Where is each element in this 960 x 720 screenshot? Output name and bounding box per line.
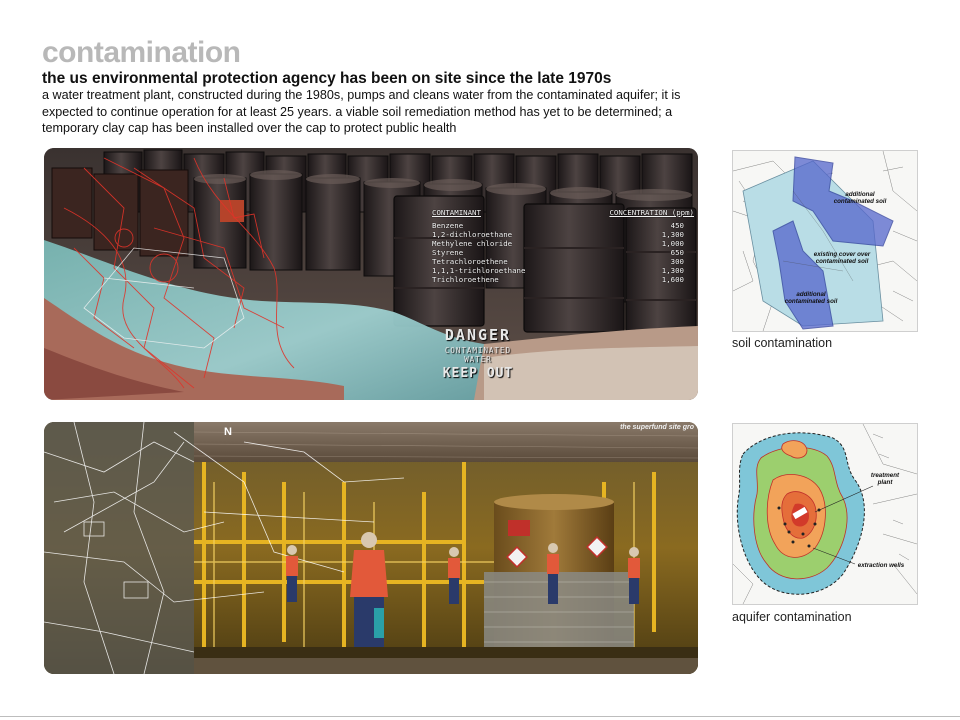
soil-contamination-map — [732, 150, 918, 332]
sign-contaminated: CONTAMINATED — [444, 346, 512, 355]
aquifer-map-illustration — [733, 424, 917, 604]
aquifer-map-caption: aquifer contamination — [732, 610, 852, 624]
contaminant-value: 300 — [670, 257, 684, 266]
north-arrow-icon: N — [224, 426, 232, 438]
treatment-plant-illustration — [44, 422, 698, 674]
contaminant-name: Tetrachloroethene — [432, 257, 508, 266]
page-title: contamination — [42, 36, 241, 69]
soil-label-top: additional contaminated soil — [833, 191, 887, 205]
contaminant-name: Trichloroethene — [432, 275, 499, 284]
barrels-photo — [44, 148, 698, 400]
aquifer-label-plant: treatment plant — [870, 472, 900, 486]
contaminant-name: Styrene — [432, 248, 464, 257]
sign-water: WATER — [464, 355, 492, 364]
contaminant-name: 1,2-dichloroethane — [432, 230, 513, 239]
page-subtitle: the us environmental protection agency has been on site since the late 1970s — [42, 70, 612, 87]
soil-map-caption: soil contamination — [732, 336, 833, 350]
table-header-concentration: CONCENTRATION (ppm) — [609, 208, 694, 217]
aquifer-label-wells: extraction wells — [857, 562, 905, 569]
sign-keep-out: KEEP OUT — [442, 366, 514, 381]
contaminant-name: Methylene chloride — [432, 239, 513, 248]
contaminant-value: 650 — [670, 248, 684, 257]
contaminant-value: 1,300 — [661, 266, 684, 275]
table-row — [432, 266, 694, 275]
soil-label-bottom: additional contaminated soil — [784, 291, 838, 305]
page-bottom-divider — [0, 716, 960, 717]
soil-label-mid: existing cover over contaminated soil — [813, 251, 871, 265]
contaminant-value: 1,600 — [661, 275, 684, 284]
treatment-plant-photo — [44, 422, 698, 674]
table-header-contaminant: CONTAMINANT — [432, 208, 481, 217]
table-row — [432, 275, 694, 284]
contaminant-value: 1,000 — [661, 239, 684, 248]
contaminant-name: 1,1,1-trichloroethane — [432, 266, 526, 275]
aquifer-contamination-map — [732, 423, 918, 605]
danger-sign — [428, 326, 528, 381]
table-row — [432, 221, 694, 230]
sign-danger: DANGER — [444, 326, 512, 344]
contaminant-name: Benzene — [432, 221, 464, 230]
table-row — [432, 230, 694, 239]
contaminant-value: 1,300 — [661, 230, 684, 239]
contaminant-value: 450 — [670, 221, 684, 230]
table-row — [432, 257, 694, 266]
table-row — [432, 248, 694, 257]
contaminant-table — [432, 208, 694, 284]
plant-photo-caption: the superfund site gro — [620, 424, 694, 431]
intro-paragraph: a water treatment plant, constructed during the 1980s, pumps and cleans water from the contaminated aquifer; it is expected to continue operation for at least 25 years. a viable soil remediation method has yet to be determined; a temporary clay cap has been installed over the cap to protect public health — [42, 88, 681, 135]
table-row — [432, 239, 694, 248]
